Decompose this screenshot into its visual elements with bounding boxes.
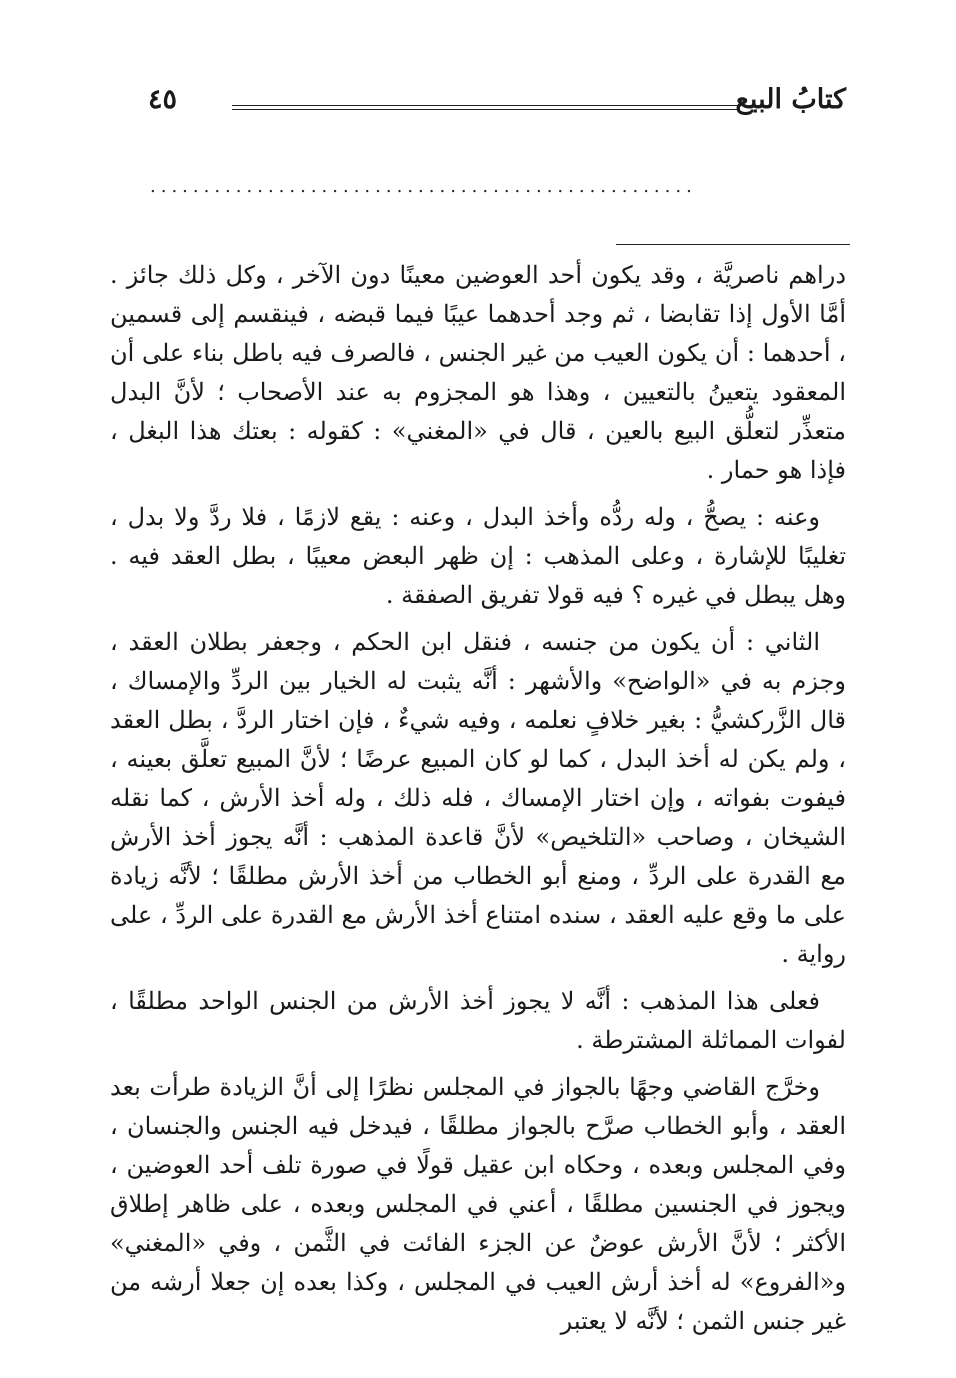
paragraph: وعنه : يصحُّ ، وله ردُّه وأخذ البدل ، وعنه : يقع لازمًا ، فلا ردَّ ولا بدل ، تغليبًا للإشارة ، وعلى المذهب : إن ظهر البعض معيبًا ، بطل العقد فيه . وهل يبطل في غيره ؟ فيه قولا تفريق الصفقة . bbox=[110, 503, 846, 609]
paragraph: دراهم ناصريَّة ، وقد يكون أحد العوضين معينًا دون الآخر ، وكل ذلك جائز . أمَّا الأول إذا تقابضا ، ثم وجد أحدهما عيبًا فيما قبضه ، فينقسم إلى قسمين ، أحدهما : أن يكون العيب من غير الجنس ، فالصرف فيه باطل بناء على أن المعقود يتعينُ بالتعيين ، وهذا هو المجزوم به عند الأصحاب ؛ لأنَّ البدل متعذِّر لتعلُّق البيع بالعين ، قال في «المغني» : كقوله : بعتك هذا البغل ، فإذا هو حمار . bbox=[110, 261, 846, 484]
body-text bbox=[110, 256, 846, 1349]
page-number: ٤٥ bbox=[148, 84, 178, 115]
paragraph: الثاني : أن يكون من جنسه ، فنقل ابن الحكم ، وجعفر بطلان العقد ، وجزم به في «الواضح» والأشهر : أنَّه يثبت له الخيار بين الردِّ والإمساك ، قال الزَّركشيُّ : بغير خلافٍ نعلمه ، وفيه شيءٌ ، فإن اختار الردَّ ، بطل العقد ، ولم يكن له أخذ البدل ، كما لو كان المبيع عرضًا ؛ لأنَّ المبيع تعلَّق بعينه ، فيفوت بفواته ، وإن اختار الإمساك ، فله ذلك ، وله أخذ الأرش ، كما نقله الشيخان ، وصاحب «التلخيص» لأنَّ قاعدة المذهب : أنَّه يجوز أخذ الأرش مع القدرة على الردِّ ، ومنع أبو الخطاب من أخذ الأرش مطلقًا ؛ لأنَّه زيادة على ما وقع عليه العقد ، سنده امتناع أخذ الأرش مع القدرة على الردِّ ، على رواية . bbox=[110, 628, 846, 968]
dotted-line: ................................................... bbox=[150, 176, 697, 196]
paragraph: وخرَّج القاضي وجهًا بالجواز في المجلس نظرًا إلى أنَّ الزيادة طرأت بعد العقد ، وأبو الخطاب صرَّح بالجواز مطلقًا ، فيدخل فيه الجنس والجنسان ، وفي المجلس وبعده ، وحكاه ابن عقيل قولًا في صورة تلف أحد العوضين ، ويجوز في الجنسين مطلقًا ، أعني في المجلس وبعده ، على ظاهر إطلاق الأكثر ؛ لأنَّ الأرش عوضٌ عن الجزء الفائت في الثَّمن ، وفي «المغني» و«الفروع» له أخذ أرش العيب في المجلس ، وكذا بعده إن جعلا أرشه من غير جنس الثمن ؛ لأنَّه لا يعتبر bbox=[110, 1073, 846, 1335]
running-title: كتابُ البيع bbox=[735, 84, 846, 115]
page-header bbox=[0, 0, 956, 140]
header-rule bbox=[232, 105, 738, 106]
paragraph: فعلى هذا المذهب : أنَّه لا يجوز أخذ الأرش من الجنس الواحد مطلقًا ، لفوات المماثلة المشترطة . bbox=[110, 987, 846, 1054]
footnote-separator bbox=[616, 244, 850, 245]
